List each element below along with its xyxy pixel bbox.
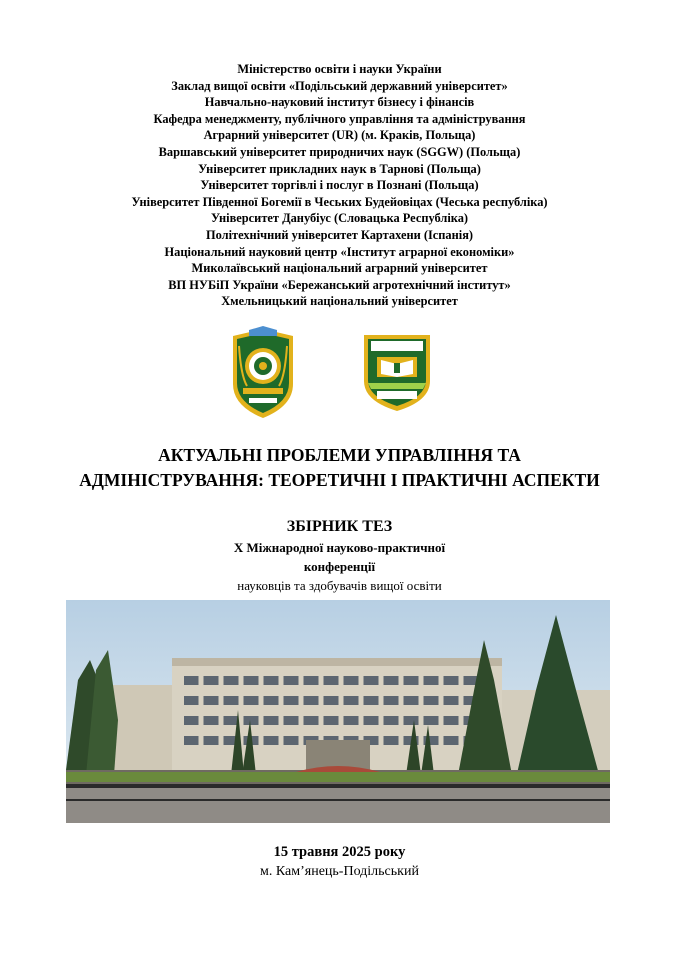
org-line: Національний науковий центр «Інститут аграрної економіки» <box>164 244 515 259</box>
conference-title <box>0 443 679 493</box>
org-line: Навчально-науковий інститут бізнесу і фінансів <box>204 95 475 110</box>
organizations-list <box>0 61 679 310</box>
org-line: Міністерство освіти і науки України <box>237 62 442 76</box>
institute-emblem-logo <box>361 331 433 413</box>
conference-date: 15 травня 2025 року <box>273 844 406 860</box>
org-line: Кафедра менеджменту, публічного управління та адміністрування <box>153 111 526 126</box>
publication-line-3: науковців та здобувачів вищої освіти <box>237 578 442 593</box>
publication-line-2: конференції <box>303 559 376 574</box>
publication-info <box>0 516 679 595</box>
org-line: Варшавський університет природничих наук (SGGW) (Польща) <box>158 144 521 159</box>
org-line: ВП НУБіП України «Бережанський агротехнічний інститут» <box>168 277 511 292</box>
conference-date-block <box>0 843 679 881</box>
org-line: Заклад вищої освіти «Подільський державний університет» <box>171 78 508 93</box>
publication-line-1: X Міжнародної науково-практичної <box>233 540 446 555</box>
university-building-photo <box>66 600 610 823</box>
org-line: Миколаївський національний аграрний університет <box>191 261 488 276</box>
publication-type: ЗБІРНИК ТЕЗ <box>286 518 393 535</box>
conference-city: м. Кам’янець-Подільський <box>260 864 419 879</box>
university-emblem-logo <box>227 326 299 420</box>
title-line-2: АДМІНІСТРУВАННЯ: ТЕОРЕТИЧНІ І ПРАКТИЧНІ АСПЕКТИ <box>79 470 600 490</box>
org-line: Політехнічний університет Картахени (Іспанія) <box>205 227 474 242</box>
org-line: Університет торгівлі і послуг в Познані (Польща) <box>200 178 479 193</box>
org-line: Університет Данубіус (Словацька Республіка) <box>210 211 469 226</box>
org-line: Університет прикладних наук в Тарнові (Польща) <box>198 161 481 176</box>
org-line: Університет Південної Богемії в Чеських Будейовіцах (Чеська республіка) <box>131 194 548 209</box>
org-line: Аграрний університет (UR) (м. Краків, Польща) <box>203 128 476 143</box>
title-line-1: АКТУАЛЬНІ ПРОБЛЕМИ УПРАВЛІННЯ ТА <box>158 445 521 465</box>
org-line: Хмельницький національний університет <box>221 294 458 309</box>
